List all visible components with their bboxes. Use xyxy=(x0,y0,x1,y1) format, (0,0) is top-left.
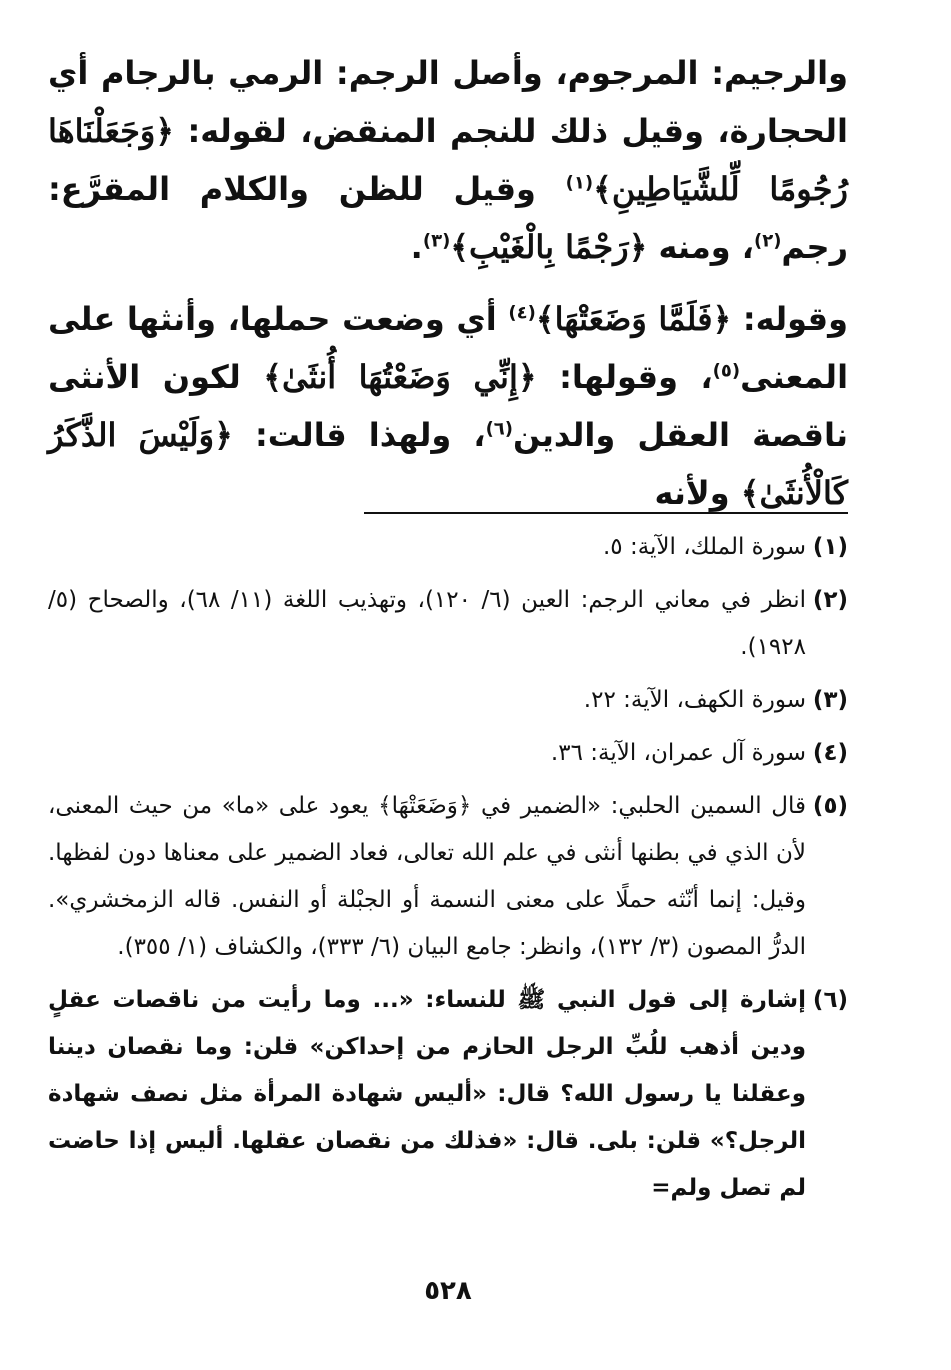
quran-verse: ﴿وَلَيْسَ الذَّكَرُ كَالْأُنثَىٰ﴾ xyxy=(48,416,848,512)
main-paragraph-2 xyxy=(48,290,848,522)
footnote-text: سورة الملك، الآية: ٥. xyxy=(602,534,806,560)
paragraph-text: وقوله: xyxy=(731,300,849,338)
paragraph-text: والرجيم: المرجوم، وأصل الرجم: الرمي بالرجام أي الحجارة، وقيل ذلك للنجم المنقض، لقوله: xyxy=(48,54,848,150)
paragraph-text: لكون الأنثى ناقصة العقل والدين xyxy=(48,358,849,454)
quran-verse: ﴿إِنِّي وَضَعْتُهَا أُنثَىٰ﴾ xyxy=(263,358,537,396)
footnote-reference[interactable]: (١) xyxy=(565,172,594,194)
quran-verse: ﴿وَجَعَلْنَاهَا رُجُومًا لِّلشَّيَاطِينِ﴾ xyxy=(48,112,849,208)
footnote-number: (١) xyxy=(812,534,848,560)
footnote-text: قال السمين الحلبي: «الضمير في ﴿وَضَعَتْهَا﴾ يعود على «ما» من حيث المعنى، لأن الذي في بطنها أنثى في علم الله تعالى، فعاد الضمير على معناها دون لفظها. وقيل: إنما أنّثه حملًا على معنى النسمة أو الجبْلة أو النفس. قاله الزمخشري». الدرُّ المصون (٣/ ١٣٢)، وانظر: جامع البيان (٦/ ٣٣٣)، والكشاف (١/ ٣٥٥). xyxy=(48,793,806,960)
footnote-text: سورة الكهف، الآية: ٢٢. xyxy=(583,687,806,713)
footnote-reference[interactable]: (٦) xyxy=(485,418,514,440)
book-page xyxy=(48,44,848,1344)
footnote-reference[interactable]: (٣) xyxy=(422,230,451,252)
footnotes-list xyxy=(48,524,848,1218)
footnote-text: إشارة إلى قول النبي ﷺ للنساء: «... وما رأيت من ناقصات عقلٍ ودين أذهب للُبِّ الرجل الحازم من إحداكن» قلن: وما نقصان ديننا وعقلنا يا رسول الله؟ قال: «أليس شهادة المرأة مثل نصف شهادة الرجل؟» قلن: بلى. قال: «فذلك من نقصان عقلها. أليس إذا حاضت لم تصل ولم= xyxy=(48,987,806,1201)
footnote-number: (٣) xyxy=(812,687,848,713)
footnote-1 xyxy=(48,524,848,571)
footnote-reference[interactable]: (٢) xyxy=(753,230,782,252)
footnote-3 xyxy=(48,677,848,724)
footnote-separator xyxy=(364,512,848,514)
footnote-text: سورة آل عمران، الآية: ٣٦. xyxy=(550,740,806,766)
footnote-5 xyxy=(48,783,848,971)
footnote-number: (٤) xyxy=(812,740,848,766)
page-number: ٥٢٨ xyxy=(424,1276,472,1306)
main-paragraph-1 xyxy=(48,44,848,276)
paragraph-text: ، ومنه xyxy=(647,228,754,266)
footnote-reference[interactable]: (٥) xyxy=(712,360,741,382)
paragraph-text: أي وضعت حملها، وأنثها على المعنى xyxy=(48,300,849,396)
footnote-6 xyxy=(48,977,848,1212)
footnote-2 xyxy=(48,577,848,671)
footnote-text: انظر في معاني الرجم: العين (٦/ ١٢٠)، وتهذيب اللغة (١١/ ٦٨)، والصحاح (٥/ ١٩٢٨). xyxy=(48,587,807,660)
footnote-number: (٦) xyxy=(812,987,848,1013)
footnote-reference[interactable]: (٤) xyxy=(508,302,536,324)
paragraph-text: ولأنه xyxy=(654,474,741,512)
paragraph-text: وقيل للظن والكلام المقرَّع: رجم xyxy=(48,170,848,266)
quran-verse: ﴿رَجْمًا بِالْغَيْبِ﴾ xyxy=(450,228,648,266)
paragraph-text: . xyxy=(410,228,423,266)
paragraph-text: ، وقولها: xyxy=(536,358,713,396)
footnote-number: (٥) xyxy=(812,793,848,819)
quran-verse: ﴿فَلَمَّا وَضَعَتْهَا﴾ xyxy=(535,300,732,338)
footnote-4 xyxy=(48,730,848,777)
footnote-number: (٢) xyxy=(812,587,848,613)
paragraph-text: ، ولهذا قالت: xyxy=(232,416,486,454)
